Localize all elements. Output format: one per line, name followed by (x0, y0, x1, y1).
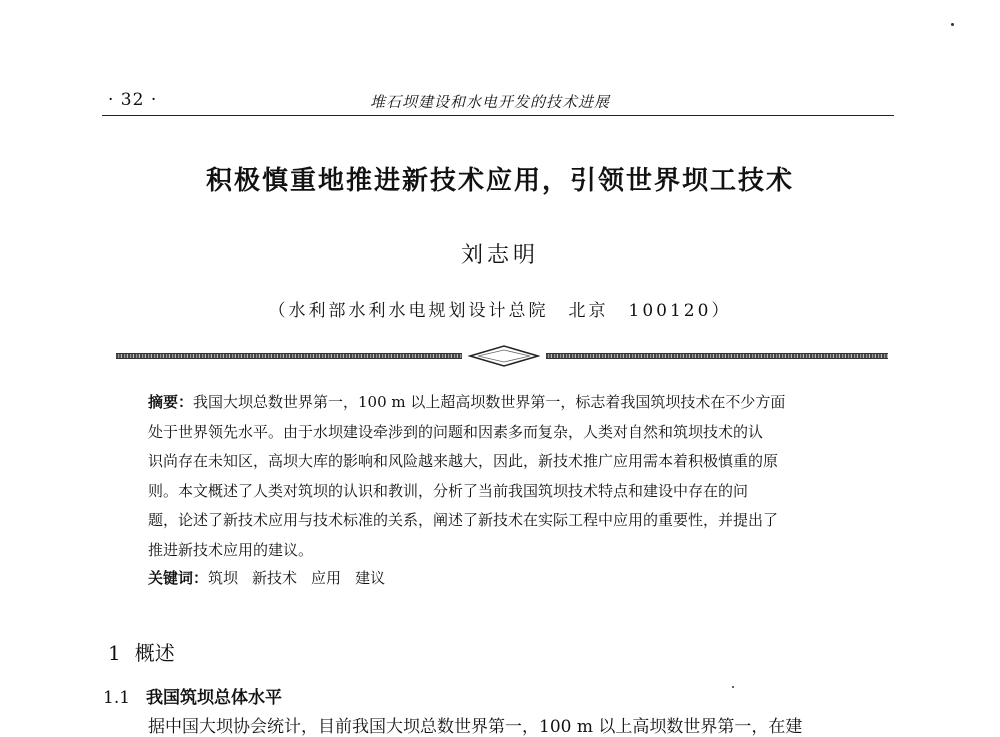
author-affiliation: （水利部水利水电规划设计总院 北京 100120） (268, 301, 732, 321)
abstract-line-6: 推进新技术应用的建议。 (148, 540, 314, 559)
keyword-item: 应用 (311, 569, 342, 587)
abstract-line-2: 处于世界领先水平。由于水坝建设牵涉到的问题和因素多而复杂，人类对自然和筑坝技术的认 (148, 422, 764, 441)
running-header (108, 86, 896, 116)
page-number: · 32 · (108, 90, 158, 110)
running-title: 堆石坝建设和水电开发的技术进展 (370, 93, 611, 111)
title-ornament-divider (116, 344, 888, 368)
abstract-label: 摘要： (148, 393, 194, 411)
subsection-number: 1.1 (103, 688, 131, 708)
section-heading (108, 637, 175, 666)
keywords-label: 关键词： (148, 569, 209, 587)
abstract-line-1: 摘要：我国大坝总数世界第一，100 m 以上超高坝数世界第一，标志着我国筑坝技术在不少方面 (148, 393, 786, 411)
keyword-item: 新技术 (252, 569, 298, 587)
scan-speck (951, 23, 954, 26)
article-author: 刘志明 (460, 243, 539, 268)
keywords (148, 564, 860, 592)
abstract-line-4: 则。本文概述了人类对筑坝的认识和教训，分析了当前我国筑坝技术特点和建设中存在的问 (148, 481, 749, 500)
subsection-title: 我国筑坝总体水平 (146, 688, 283, 708)
scan-speck (732, 686, 734, 688)
header-rule (102, 115, 894, 116)
ornament-line-left (116, 353, 462, 359)
article-title: 积极慎重地推进新技术应用，引领世界坝工技术 (205, 166, 794, 196)
keyword-item: 筑坝 (208, 569, 239, 587)
subsection-heading (103, 683, 282, 708)
diamond-ornament-icon (468, 344, 540, 368)
ornament-line-right (546, 353, 888, 359)
section-number: 1 (108, 641, 121, 665)
keyword-item: 建议 (355, 569, 386, 587)
body-paragraph-first-line: 据中国大坝协会统计，目前我国大坝总数世界第一，100 m 以上高坝数世界第一，在建 (148, 717, 803, 737)
abstract-line-5: 题，论述了新技术应用与技术标准的关系，阐述了新技术在实际工程中应用的重要性，并提出了 (148, 511, 779, 529)
section-title: 概述 (134, 641, 175, 665)
abstract-line-3: 识尚存在未知区，高坝大库的影响和风险越来越大，因此，新技术推广应用需本着积极慎重的原 (148, 452, 779, 470)
abstract (148, 388, 860, 565)
